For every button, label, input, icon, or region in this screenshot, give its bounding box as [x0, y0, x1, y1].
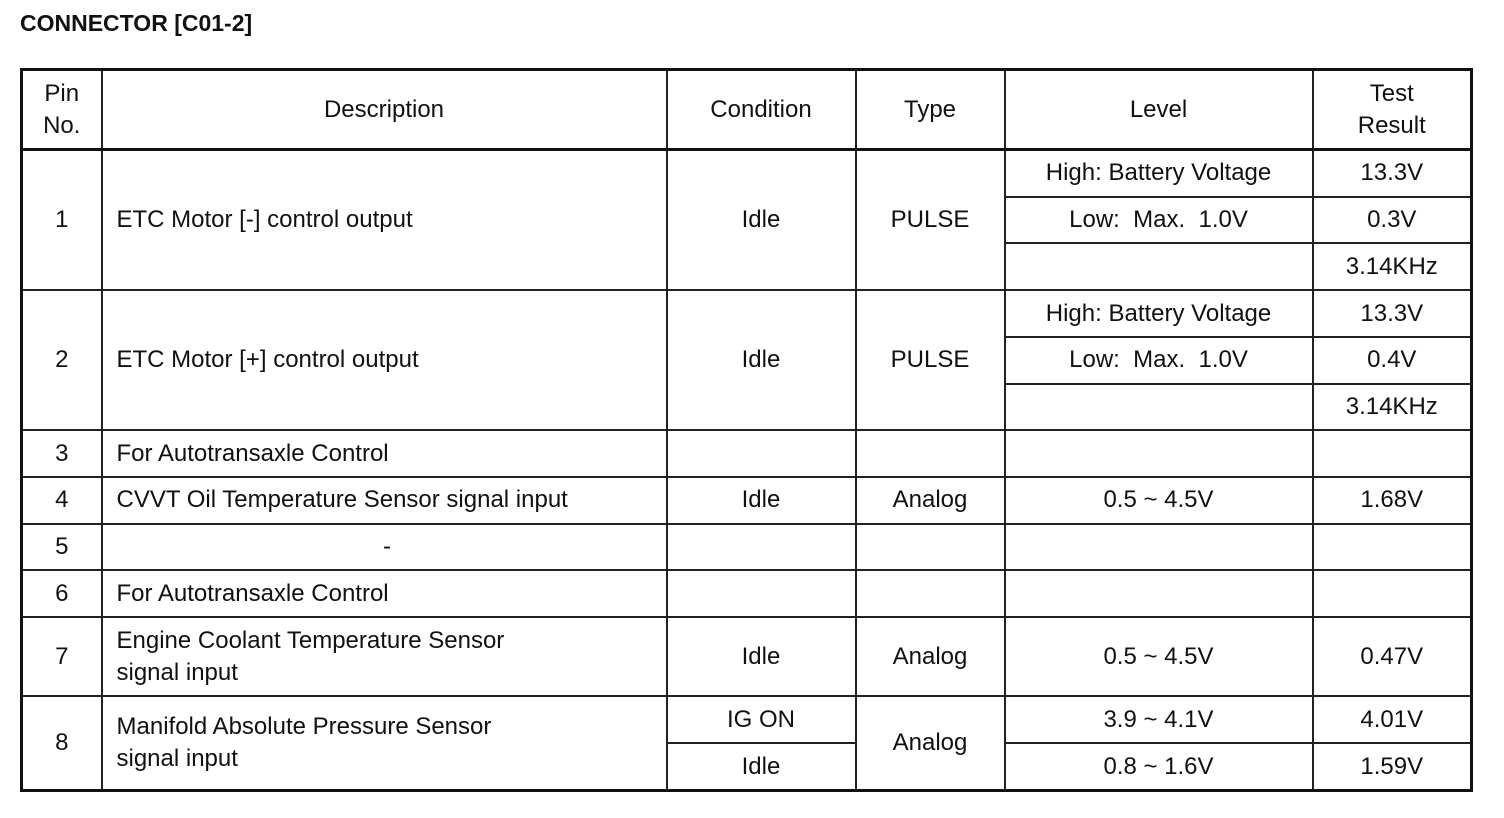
pin-condition: Idle: [667, 743, 856, 790]
pin-test-result: [1313, 430, 1472, 477]
pin-test-result: 0.47V: [1313, 617, 1472, 696]
pin-condition: Idle: [667, 477, 856, 524]
pin-number: 7: [22, 617, 102, 696]
pin-description: For Autotransaxle Control: [102, 430, 667, 477]
pin-level: [1005, 384, 1313, 431]
header-level: Level: [1005, 70, 1313, 150]
pin-description: Engine Coolant Temperature Sensor signal input: [102, 617, 667, 696]
pin-type: [856, 524, 1005, 571]
pin-description: -: [102, 524, 667, 571]
table-row: [22, 524, 1472, 571]
pin-number: 6: [22, 570, 102, 617]
table-row: [22, 696, 1472, 743]
connector-table: [20, 68, 1473, 792]
pin-level: Low: Max. 1.0V: [1005, 197, 1313, 244]
pin-type: [856, 570, 1005, 617]
pin-type: PULSE: [856, 290, 1005, 430]
pin-type: [856, 430, 1005, 477]
table-row: [22, 477, 1472, 524]
pin-condition: Idle: [667, 617, 856, 696]
pin-number: 3: [22, 430, 102, 477]
page-title: CONNECTOR [C01-2]: [20, 10, 253, 36]
table-row: [22, 570, 1472, 617]
pin-number: 2: [22, 290, 102, 430]
pin-test-result: 1.68V: [1313, 477, 1472, 524]
pin-number: 4: [22, 477, 102, 524]
pin-description: ETC Motor [-] control output: [102, 150, 667, 291]
pin-description: ETC Motor [+] control output: [102, 290, 667, 430]
header-row: [22, 70, 1472, 150]
pin-description: Manifold Absolute Pressure Sensor signal input: [102, 696, 667, 790]
pin-test-result: 3.14KHz: [1313, 243, 1472, 290]
header-condition: Condition: [667, 70, 856, 150]
pin-condition: Idle: [667, 150, 856, 291]
pin-test-result: 1.59V: [1313, 743, 1472, 790]
pin-test-result: [1313, 524, 1472, 571]
pin-level: Low: Max. 1.0V: [1005, 337, 1313, 384]
pin-type: Analog: [856, 696, 1005, 790]
pin-condition: IG ON: [667, 696, 856, 743]
pin-condition: [667, 570, 856, 617]
header-type: Type: [856, 70, 1005, 150]
pin-description: For Autotransaxle Control: [102, 570, 667, 617]
pin-level: [1005, 570, 1313, 617]
table-row: [22, 150, 1472, 197]
pin-number: 5: [22, 524, 102, 571]
pin-type: Analog: [856, 477, 1005, 524]
pin-test-result: 0.4V: [1313, 337, 1472, 384]
table-row: [22, 290, 1472, 337]
pin-level: High: Battery Voltage: [1005, 290, 1313, 337]
pin-condition: [667, 524, 856, 571]
header-pin-no: Pin No.: [22, 70, 102, 150]
header-test-result: Test Result: [1313, 70, 1472, 150]
pin-test-result: 13.3V: [1313, 290, 1472, 337]
pin-test-result: [1313, 570, 1472, 617]
pin-level: 3.9 ~ 4.1V: [1005, 696, 1313, 743]
pin-number: 8: [22, 696, 102, 790]
pin-description: CVVT Oil Temperature Sensor signal input: [102, 477, 667, 524]
pin-level: 0.8 ~ 1.6V: [1005, 743, 1313, 790]
pin-test-result: 0.3V: [1313, 197, 1472, 244]
pin-type: Analog: [856, 617, 1005, 696]
pin-level: 0.5 ~ 4.5V: [1005, 617, 1313, 696]
pin-number: 1: [22, 150, 102, 291]
pin-test-result: 13.3V: [1313, 150, 1472, 197]
header-description: Description: [102, 70, 667, 150]
pin-test-result: 3.14KHz: [1313, 384, 1472, 431]
pin-type: PULSE: [856, 150, 1005, 291]
pin-level: 0.5 ~ 4.5V: [1005, 477, 1313, 524]
pin-condition: Idle: [667, 290, 856, 430]
pin-test-result: 4.01V: [1313, 696, 1472, 743]
pin-condition: [667, 430, 856, 477]
pin-level: High: Battery Voltage: [1005, 150, 1313, 197]
table-row: [22, 430, 1472, 477]
pin-level: [1005, 243, 1313, 290]
table-row: [22, 617, 1472, 696]
pin-level: [1005, 524, 1313, 571]
pin-level: [1005, 430, 1313, 477]
